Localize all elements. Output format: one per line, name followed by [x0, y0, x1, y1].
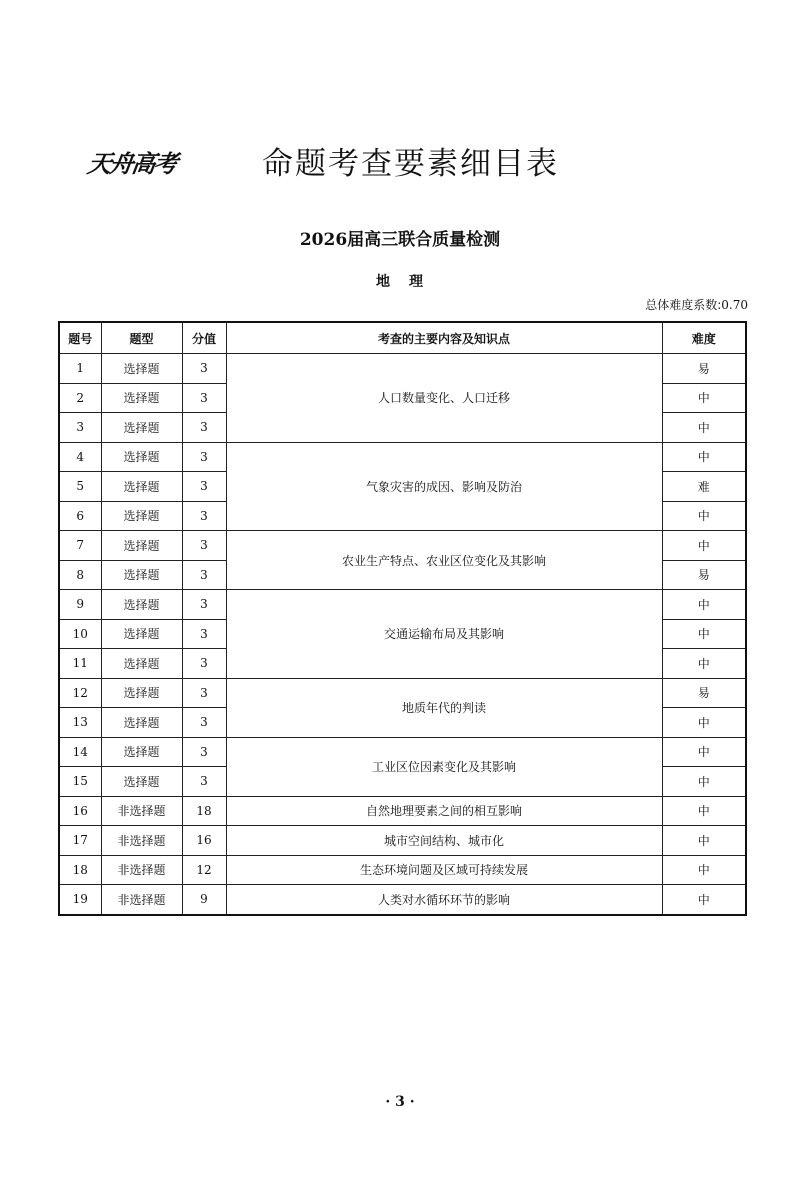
cell-score: 3 — [182, 442, 226, 472]
cell-question-no: 18 — [59, 855, 101, 885]
cell-difficulty: 易 — [662, 560, 746, 590]
table-row — [59, 354, 746, 384]
cell-difficulty: 中 — [662, 590, 746, 620]
cell-content: 自然地理要素之间的相互影响 — [226, 796, 662, 826]
cell-score: 3 — [182, 678, 226, 708]
cell-question-no: 19 — [59, 885, 101, 915]
document-title: 命题考查要素细目表 — [262, 146, 559, 182]
cell-question-no: 14 — [59, 737, 101, 767]
cell-question-type: 选择题 — [101, 767, 182, 797]
cell-question-type: 非选择题 — [101, 855, 182, 885]
cell-question-no: 16 — [59, 796, 101, 826]
cell-difficulty: 中 — [662, 531, 746, 561]
cell-question-no: 17 — [59, 826, 101, 856]
cell-score: 3 — [182, 619, 226, 649]
cell-score: 3 — [182, 649, 226, 679]
cell-question-no: 11 — [59, 649, 101, 679]
cell-difficulty: 中 — [662, 501, 746, 531]
cell-question-type: 选择题 — [101, 737, 182, 767]
cell-difficulty: 中 — [662, 413, 746, 443]
table-row — [59, 885, 746, 915]
cell-question-type: 选择题 — [101, 708, 182, 738]
exam-title: 2026届高三联合质量检测 — [299, 230, 501, 250]
subject-char: 理 — [409, 274, 424, 290]
page-number: · 3 · — [385, 1094, 415, 1110]
difficulty-label: 总体难度系数: — [645, 298, 722, 312]
cell-difficulty: 中 — [662, 442, 746, 472]
cell-question-type: 选择题 — [101, 383, 182, 413]
cell-difficulty: 易 — [662, 354, 746, 384]
cell-question-no: 3 — [59, 413, 101, 443]
cell-score: 3 — [182, 501, 226, 531]
cell-question-type: 非选择题 — [101, 796, 182, 826]
cell-score: 3 — [182, 560, 226, 590]
cell-question-type: 选择题 — [101, 442, 182, 472]
cell-score: 3 — [182, 472, 226, 502]
cell-score: 3 — [182, 590, 226, 620]
cell-question-type: 选择题 — [101, 413, 182, 443]
cell-question-no: 2 — [59, 383, 101, 413]
cell-score: 9 — [182, 885, 226, 915]
cell-question-no: 15 — [59, 767, 101, 797]
table-row — [59, 737, 746, 767]
cell-question-no: 6 — [59, 501, 101, 531]
cell-difficulty: 中 — [662, 737, 746, 767]
cell-score: 3 — [182, 708, 226, 738]
cell-question-type: 选择题 — [101, 678, 182, 708]
cell-question-type: 非选择题 — [101, 826, 182, 856]
cell-question-no: 8 — [59, 560, 101, 590]
cell-question-type: 非选择题 — [101, 885, 182, 915]
cell-question-no: 1 — [59, 354, 101, 384]
table-row — [59, 826, 746, 856]
header-question-no: 题号 — [59, 322, 101, 354]
cell-difficulty: 中 — [662, 649, 746, 679]
cell-score: 3 — [182, 413, 226, 443]
cell-difficulty: 难 — [662, 472, 746, 502]
cell-score: 12 — [182, 855, 226, 885]
table-row — [59, 796, 746, 826]
cell-content: 城市空间结构、城市化 — [226, 826, 662, 856]
overall-difficulty — [645, 296, 748, 313]
subject-title — [0, 271, 800, 291]
cell-score: 3 — [182, 354, 226, 384]
cell-question-type: 选择题 — [101, 531, 182, 561]
cell-question-type: 选择题 — [101, 560, 182, 590]
cell-question-type: 选择题 — [101, 354, 182, 384]
header-score: 分值 — [182, 322, 226, 354]
table-row — [59, 442, 746, 472]
cell-score: 3 — [182, 737, 226, 767]
cell-question-no: 12 — [59, 678, 101, 708]
cell-content: 农业生产特点、农业区位变化及其影响 — [226, 531, 662, 590]
cell-question-no: 5 — [59, 472, 101, 502]
table-row — [59, 855, 746, 885]
cell-difficulty: 中 — [662, 796, 746, 826]
cell-question-no: 4 — [59, 442, 101, 472]
cell-difficulty: 中 — [662, 383, 746, 413]
cell-question-type: 选择题 — [101, 590, 182, 620]
cell-difficulty: 中 — [662, 767, 746, 797]
header-content: 考查的主要内容及知识点 — [226, 322, 662, 354]
cell-score: 3 — [182, 383, 226, 413]
table-body — [59, 354, 746, 915]
cell-content: 地质年代的判读 — [226, 678, 662, 737]
table-row — [59, 678, 746, 708]
cell-content: 生态环境问题及区域可持续发展 — [226, 855, 662, 885]
table-header-row — [59, 322, 746, 354]
header-difficulty: 难度 — [662, 322, 746, 354]
cell-difficulty: 中 — [662, 708, 746, 738]
cell-difficulty: 中 — [662, 619, 746, 649]
cell-question-type: 选择题 — [101, 619, 182, 649]
cell-content: 工业区位因素变化及其影响 — [226, 737, 662, 796]
cell-score: 3 — [182, 531, 226, 561]
cell-question-no: 10 — [59, 619, 101, 649]
cell-question-type: 选择题 — [101, 649, 182, 679]
cell-content: 人类对水循环环节的影响 — [226, 885, 662, 915]
cell-question-no: 9 — [59, 590, 101, 620]
cell-score: 18 — [182, 796, 226, 826]
cell-content: 气象灾害的成因、影响及防治 — [226, 442, 662, 531]
cell-question-no: 13 — [59, 708, 101, 738]
cell-difficulty: 中 — [662, 885, 746, 915]
subject-char: 地 — [376, 274, 391, 290]
cell-question-type: 选择题 — [101, 472, 182, 502]
table-row — [59, 590, 746, 620]
cell-score: 16 — [182, 826, 226, 856]
header-question-type: 题型 — [101, 322, 182, 354]
difficulty-value: 0.70 — [721, 298, 748, 312]
cell-difficulty: 易 — [662, 678, 746, 708]
spec-table — [58, 321, 747, 916]
cell-difficulty: 中 — [662, 826, 746, 856]
cell-difficulty: 中 — [662, 855, 746, 885]
cell-question-no: 7 — [59, 531, 101, 561]
cell-content: 交通运输布局及其影响 — [226, 590, 662, 679]
table-row — [59, 531, 746, 561]
brand-logo: 天舟高考 — [85, 150, 178, 178]
cell-score: 3 — [182, 767, 226, 797]
cell-question-type: 选择题 — [101, 501, 182, 531]
cell-content: 人口数量变化、人口迁移 — [226, 354, 662, 443]
